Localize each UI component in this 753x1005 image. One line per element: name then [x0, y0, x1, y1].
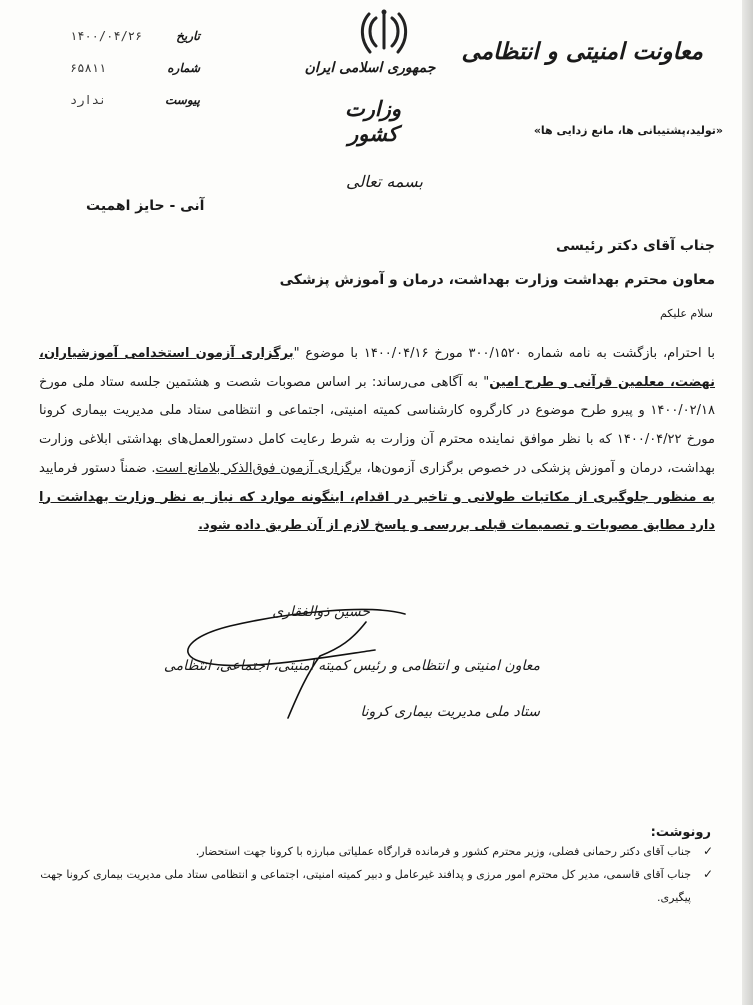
cc-item-text: جناب آقای دکتر رحمانی فضلی، وزیر محترم کشور و فرمانده قرارگاه عملیاتی مبارزه با کرونا جهت استحضار. — [195, 845, 691, 858]
cc-list — [25, 840, 715, 909]
ministry-name: وزارت کشور — [344, 96, 402, 146]
meta-value: ندارد — [70, 93, 107, 107]
signature-block — [150, 600, 540, 740]
cc-item-text: جناب آقای قاسمی، مدیر کل محترم امور مرزی و پدافند غیرعامل و دبیر کمیته امنیتی، اجتماعی و انتظامی ستاد ملی مدیریت بیماری کرونا جهت پیگیری. — [40, 868, 691, 904]
priority-label: آنی - حایز اهمیت — [86, 198, 205, 214]
signature-title: معاون امنیتی و انتظامی و رئیس کمیته امنیتی، اجتماعی، انتظامی — [163, 658, 540, 674]
government-name: جمهوری اسلامی ایران — [304, 60, 436, 76]
meta-row-number — [70, 52, 200, 84]
meta-row-attachment — [70, 84, 200, 116]
scan-edge — [742, 0, 753, 1005]
signature-organization: ستاد ملی مدیریت بیماری کرونا — [360, 704, 540, 720]
body-text-part1: با احترام، بازگشت به نامه شماره ۳۰۰/۱۵۲۰ مورخ ۱۴۰۰/۰۴/۱۶ با موضوع " — [293, 346, 715, 361]
recipient-title: معاون محترم بهداشت وزارت بهداشت، درمان و آموزش پزشکی — [279, 272, 715, 288]
department-title: معاونت امنیتی و انتظامی — [461, 38, 703, 65]
meta-value: ۶۵۸۱۱ — [70, 61, 107, 75]
recipient-name: جناب آقای دکتر رئیسی — [556, 238, 715, 254]
cc-title: رونوشت: — [650, 825, 711, 840]
body-text-part3: . ضمناً دستور فرمایید — [39, 460, 156, 476]
slogan: «تولید،پشتیبانی ها، مانع زدایی ها» — [533, 124, 723, 137]
iran-emblem-icon — [360, 8, 408, 58]
body-emphasis: به منظور جلوگیری از مکاتبات طولانی و تاخیر در اقدام، اینگونه موارد که نیاز به نظر وزارت بهداشت را دارد مطابق مصوبات و تصمیمات قبلی بررسی و پاسخ لازم از آن طریق داده شود. — [39, 489, 715, 534]
body-highlight: برگزاری آزمون فوق‌الذکر بلامانع است — [155, 460, 362, 476]
cc-item — [25, 840, 715, 863]
cc-item — [25, 863, 715, 909]
meta-value: ۱۴۰۰/۰۴/۲۶ — [70, 29, 143, 43]
body-text-part2: " به آگاهی می‌رساند: بر اساس مصوبات شصت و هشتمین جلسه ستاد ملی مورخ ۱۴۰۰/۰۲/۱۸ و پیرو طرح موضوع در کارگروه کارشناسی کمیته امنیتی، اجتماعی و انتظامی ستاد ملی مدیریت بیماری کرونا مورخ ۱۴۰۰/۰۴/۲۲ که با نظر موافق نماینده محترم آن وزارت به شرط رعایت کامل دستورالعمل‌های بهداشتی ابلاغی وزارت بهداشت، درمان و آموزش پزشکی در خصوص برگزاری آزمون‌ها، — [39, 374, 716, 476]
meta-label: پیوست — [165, 93, 200, 107]
letter-body — [39, 340, 715, 541]
letter-meta — [70, 20, 200, 116]
meta-label: تاریخ — [176, 29, 200, 43]
check-icon: ✓ — [702, 867, 713, 881]
meta-row-date — [70, 20, 200, 52]
meta-label: شماره — [167, 61, 200, 75]
body-subject: برگزاری آزمون استخدامی آموزشیاران، نهضت، معلمین قرآنی و طرح امین — [39, 346, 715, 390]
bismillah: بسمه تعالی — [346, 172, 423, 191]
signature-name: حسین ذوالفقاری — [272, 604, 370, 620]
check-icon: ✓ — [702, 844, 713, 858]
greeting: سلام علیکم — [659, 307, 713, 320]
